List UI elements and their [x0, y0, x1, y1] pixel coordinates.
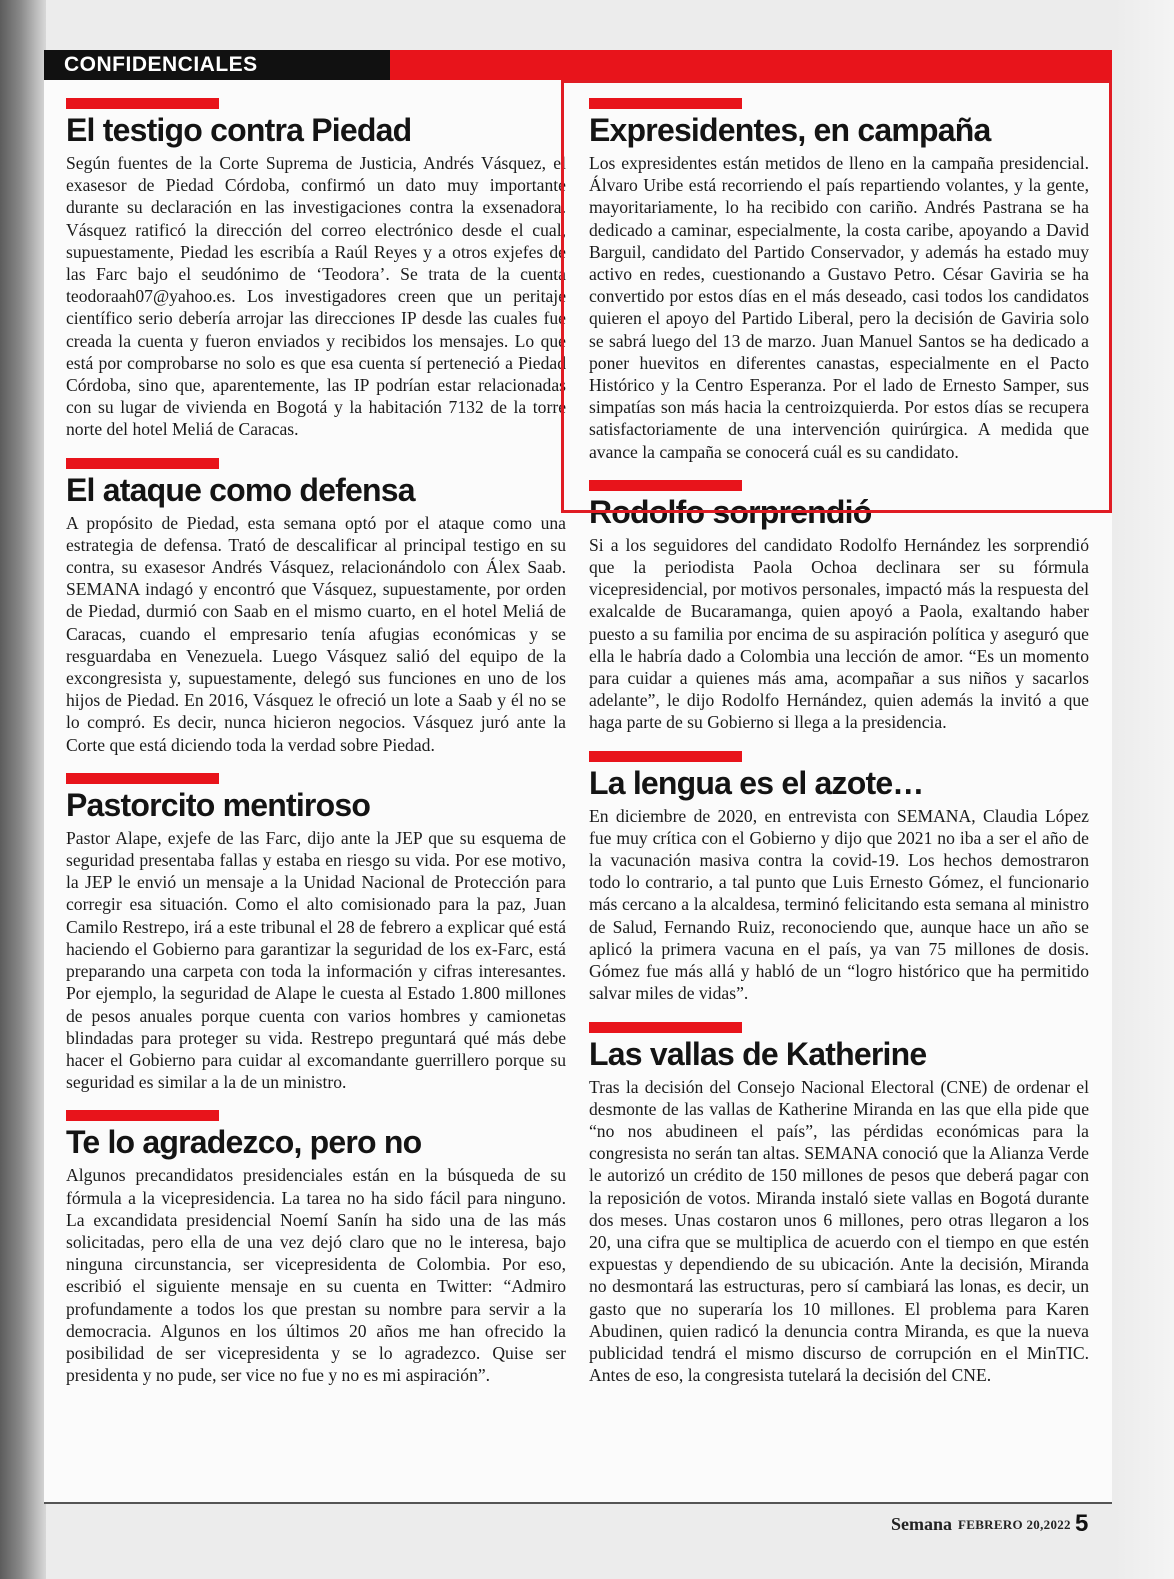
red-accent-bar — [589, 1022, 742, 1033]
article-headline: El ataque como defensa — [66, 471, 415, 508]
red-accent-bar — [66, 1110, 219, 1121]
article — [589, 480, 1089, 734]
article — [66, 1110, 566, 1386]
article — [66, 773, 566, 1093]
article-body: Según fuentes de la Corte Suprema de Justicia, Andrés Vásquez, el exasesor de Piedad Córdoba, confirmó un dato muy importante durante su declaración en las investigaciones contra la exsenadora. Vásquez ratificó la dirección del correo electrónico desde el cual, supuestamente, Piedad les escribía a Raúl Reyes y a otros exjefes de las Farc bajo el seudónimo de ‘Teodora’. Se trata de la cuenta teodoraah07@yahoo.es. Los investigadores creen que un peritaje científico serio debería arrojar las direcciones IP desde las cuales fue creada la cuenta y fueron enviados y recibidos los mensajes. Lo que está por comprobarse no solo es que esa cuenta sí perteneció a Piedad Córdoba, sino que, aparentemente, las IP podrían estar relacionadas con su lugar de vivienda en Bogotá y la habitación 7132 de la torre norte del hotel Meliá de Caracas. — [66, 153, 566, 440]
page-edge — [1114, 0, 1174, 1579]
page-number: 5 — [1075, 1510, 1089, 1537]
article — [589, 98, 1089, 463]
article-headline: Las vallas de Katherine — [589, 1035, 927, 1072]
article-body: Algunos precandidatos presidenciales están en la búsqueda de su fórmula a la vicepresidencia. La tarea no ha sido fácil para ninguno. La excandidata presidencial Noemí Sanín ha sido una de las más solicitadas, pero ella de una vez dejó claro que no le interesa, bajo ninguna circunstancia, ser vicepresidenta de Colombia. Por eso, escribió el siguiente mensaje en su cuenta en Twitter: “Admiro profundamente a todos los que prestan su nombre para servir a la democracia. Algunos en los últimos 20 años me han ofrecido la posibilidad de ser vicepresidenta y se lo agradezco. Quise ser presidenta y no pude, ser vice no fue y no es mi aspiración”. — [66, 1165, 566, 1386]
section-label: CONFIDENCIALES — [44, 50, 390, 80]
article — [66, 98, 566, 441]
article — [589, 751, 1089, 1005]
magazine-page — [44, 50, 1112, 1504]
article — [66, 458, 566, 756]
red-accent-bar — [589, 480, 742, 491]
article-headline: Te lo agradezco, pero no — [66, 1124, 422, 1161]
article — [589, 1022, 1089, 1387]
right-column — [589, 98, 1089, 1403]
article-headline: Rodolfo sorprendió — [589, 493, 872, 530]
article-headline: Pastorcito mentiroso — [66, 786, 371, 823]
red-accent-bar — [66, 98, 219, 109]
article-headline: La lengua es el azote… — [589, 764, 924, 801]
footer-date: FEBRERO 20,2022 — [958, 1517, 1071, 1532]
red-accent-bar — [589, 98, 742, 109]
article-body: Pastor Alape, exjefe de las Farc, dijo ante la JEP que su esquema de seguridad presentaba fallas y estaba en riesgo su vida. Por ese motivo, la JEP le envió un mensaje a la Unidad Nacional de Protección para corregir esa situación. Como el alto comisionado para la paz, Juan Camilo Restrepo, irá a este tribunal el 28 de febrero a explicar qué está haciendo el Gobierno para garantizar la seguridad de los ex-Farc, está preparando una carpeta con toda la información y cifras interesantes. Por ejemplo, la seguridad de Alape le cuesta al Estado 1.800 millones de pesos anuales porque cuenta con varios hombres y camionetas blindadas para proteger su vida. Restrepo preguntará qué más debe hacer el Gobierno para cuidar al excomandante guerrillero porque su seguridad es similar a la de un ministro. — [66, 827, 566, 1093]
article-body: A propósito de Piedad, esta semana optó por el ataque como una estrategia de defensa. Trató de descalificar al principal testigo en su contra, su exasesor Andrés Vásquez, relacionándolo con Álex Saab. SEMANA indagó y encontró que Vásquez, supuestamente, por orden de Piedad, durmió con Saab en el mismo cuarto, en el hotel Meliá de Caracas, cuando el empresario tenía afugias económicas y se resguardaba en Venezuela. Luego Vásquez salió del equipo de la excongresista y, supuestamente, delegó sus funciones en uno de los hijos de Piedad. En 2016, Vásquez le ofreció un lote a Saab y él no se lo compró. Es decir, nunca hicieron negocios. Vásquez juró ante la Corte que está diciendo toda la verdad sobre Piedad. — [66, 512, 566, 755]
red-accent-bar — [66, 773, 219, 784]
red-accent-bar — [589, 751, 742, 762]
left-column — [66, 98, 566, 1403]
footer-brand: Semana — [891, 1514, 953, 1534]
red-accent-bar — [66, 458, 219, 469]
article-body: Tras la decisión del Consejo Nacional Electoral (CNE) de ordenar el desmonte de las vallas de Katherine Miranda en las que ella pide que “no nos abudineen el país”, las pérdidas económicas para la congresista no serán tan altas. SEMANA conoció que la Alianza Verde le autorizó un crédito de 150 millones de pesos que deberá pagar con la reposición de votos. Miranda instaló siete vallas en Bogotá durante dos meses. Unas costaron unos 6 millones, pero otras llegaron a los 20, una cifra que se multiplica de acuerdo con el tiempo en que estén expuestas y dependiendo de su ubicación. Ante la decisión, Miranda no desmontará las estructuras, pero sí cambiará las lonas, es decir, un gasto que no superaría los 10 millones. El problema para Karen Abudinen, quien radicó la denuncia contra Miranda, es que la nueva publicidad tendrá el mismo discurso de corrupción en el MinTIC. Antes de eso, la congresista tutelará la decisión del CNE. — [589, 1076, 1089, 1386]
page-footer — [0, 1508, 1174, 1538]
page-gutter-shadow — [0, 0, 46, 1579]
article-body: En diciembre de 2020, en entrevista con SEMANA, Claudia López fue muy crítica con el Gobierno y dijo que 2021 no iba a ser el año de la vacunación masiva contra la covid-19. Los hechos demostraron todo lo contrario, a tal punto que Luis Ernesto Gómez, el funcionario más cercano a la alcaldesa, terminó felicitando esta semana al ministro de Salud, Fernando Ruiz, reconociendo que, aunque hace un año se aplicó la primera vacuna en el país, ya van 75 millones de dosis. Gómez fue más allá y habló de un “logro histórico que ha permitido salvar miles de vidas”. — [589, 805, 1089, 1004]
article-headline: Expresidentes, en campaña — [589, 112, 991, 148]
article-headline: El testigo contra Piedad — [66, 112, 412, 148]
article-body: Si a los seguidores del candidato Rodolfo Hernández les sorprendió que la periodista Paola Ochoa declinara ser su fórmula vicepresidencial, por motivos personales, impactó más la respuesta del exalcalde de Bucaramanga, quien apoyó a Paola, exaltando haber puesto a su familia por encima de su aspiración política y aseguró que ella le habría dado a Colombia una lección de amor. “Es un momento para cuidar a quienes más ama, acompañar a sus niños y sacarlos adelante”, le dijo Rodolfo Hernández, quien además la invitó a que haga parte de su Gobierno si llega a la presidencia. — [589, 534, 1089, 733]
article-body: Los expresidentes están metidos de lleno en la campaña presidencial. Álvaro Uribe está recorriendo el país repartiendo volantes, y la gente, mayoritariamente, lo ha recibido con cariño. Andrés Pastrana se ha dedicado a caminar, especialmente, la costa caribe, apoyando a David Barguil, candidato del Partido Conservador, y además ha estado muy activo en redes, cuestionando a Gustavo Petro. César Gaviria se ha convertido por estos días en el más deseado, casi todos los candidatos quieren el apoyo del Partido Liberal, pero la decisión de Gaviria solo se sabrá luego del 13 de marzo. Juan Manuel Santos se ha dedicado a poner huevitos en diferentes canastas, especialmente en el Pacto Histórico y la Centro Esperanza. Por el lado de Ernesto Samper, sus simpatías son más hacia la centroizquierda. Por estos días se recupera satisfactoriamente de una intervención quirúrgica. A medida que avance la campaña se conocerá cuál es su candidato. — [589, 153, 1089, 462]
